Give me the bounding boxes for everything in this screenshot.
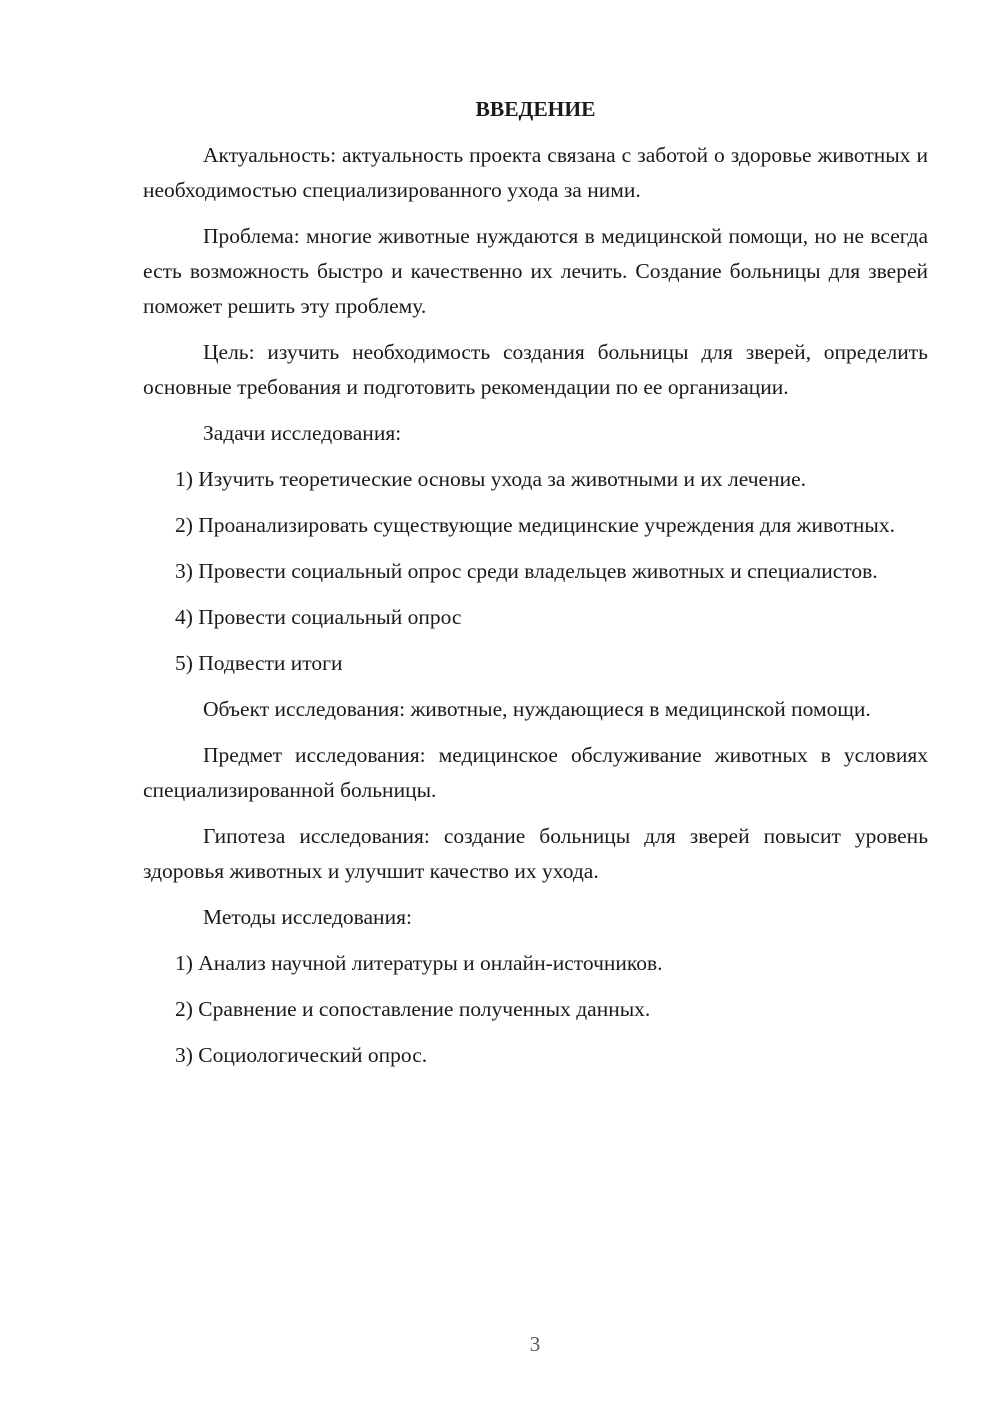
- object-paragraph: Объект исследования: животные, нуждающиеся в медицинской помощи.: [203, 697, 871, 721]
- task-item: 3) Провести социальный опрос среди владельцев животных и специалистов.: [175, 559, 878, 583]
- problem-paragraph: Проблема: многие животные нуждаются в медицинской помощи, но не всегда есть возможность быстро и качественно их лечить. Создание больницы для зверей поможет решить эту проблему.: [143, 224, 928, 318]
- section-title: ВВЕДЕНИЕ: [475, 97, 596, 121]
- actuality-paragraph: Актуальность: актуальность проекта связана с заботой о здоровье животных и необходимостью специализированного ухода за ними.: [143, 143, 928, 202]
- method-item: 3) Социологический опрос.: [175, 1043, 428, 1067]
- task-item: 1) Изучить теоретические основы ухода за животными и их лечение.: [175, 467, 807, 491]
- task-item: 2) Проанализировать существующие медицинские учреждения для животных.: [175, 513, 895, 537]
- hypothesis-paragraph: Гипотеза исследования: создание больницы для зверей повысит уровень здоровья животных и улучшит качество их ухода.: [143, 824, 928, 883]
- methods-heading: Методы исследования:: [203, 905, 412, 929]
- tasks-heading: Задачи исследования:: [203, 421, 402, 445]
- method-item: 2) Сравнение и сопоставление полученных данных.: [175, 997, 651, 1021]
- subject-paragraph: Предмет исследования: медицинское обслуживание животных в условиях специализированной больницы.: [143, 743, 928, 802]
- task-item: 5) Подвести итоги: [175, 651, 343, 675]
- task-item: 4) Провести социальный опрос: [175, 605, 462, 629]
- method-item: 1) Анализ научной литературы и онлайн-источников.: [175, 951, 663, 975]
- document-page: [143, 92, 928, 1084]
- goal-paragraph: Цель: изучить необходимость создания больницы для зверей, определить основные требования и подготовить рекомендации по ее организации.: [143, 340, 928, 399]
- page-number: 3: [529, 1332, 541, 1356]
